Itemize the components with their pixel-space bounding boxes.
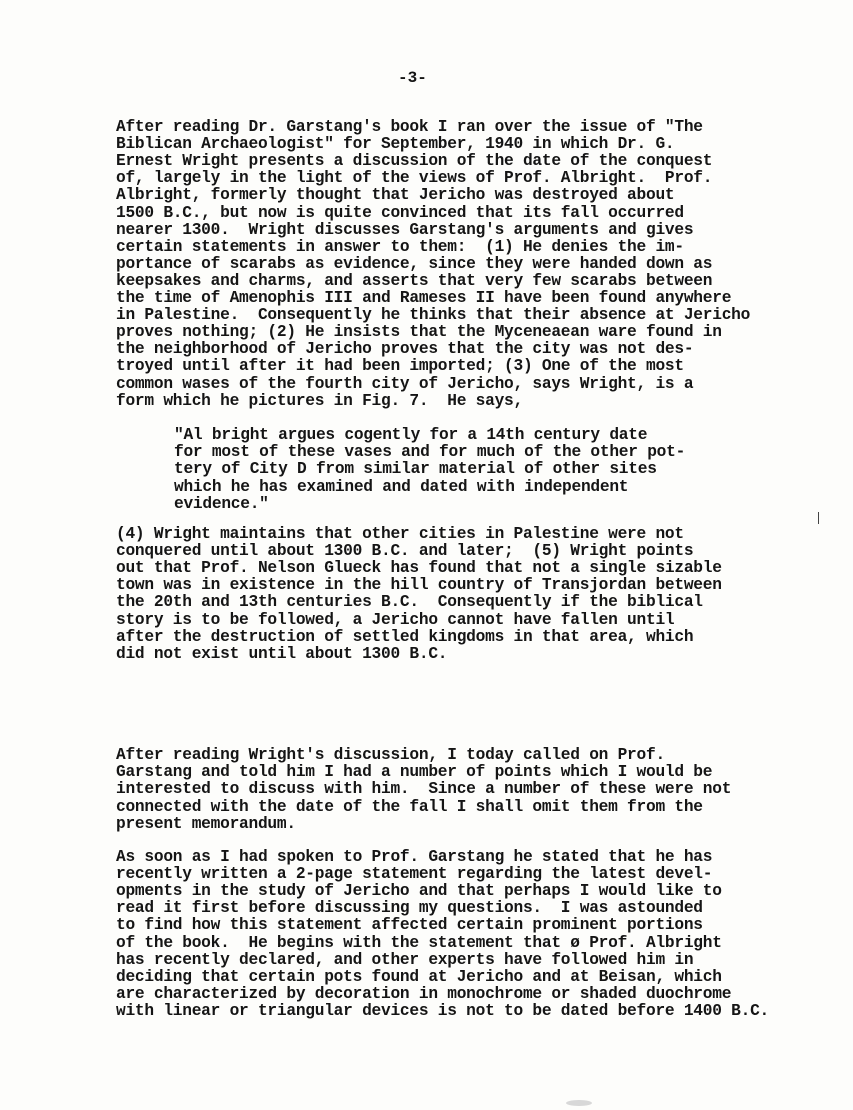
text-line: certain statements in answer to them: (1) He denies the im- xyxy=(116,237,684,256)
text-line: As soon as I had spoken to Prof. Garstang he stated that he has xyxy=(116,848,713,866)
text-line: troyed until after it had been imported; (3) One of the most xyxy=(116,357,684,376)
text-line: the neighborhood of Jericho proves that the city was not des- xyxy=(116,340,694,359)
text-line: present memorandum. xyxy=(116,814,296,833)
text-line: story is to be followed, a Jericho cannot have fallen until xyxy=(116,610,675,629)
text-line: nearer 1300. Wright discusses Garstang's arguments and gives xyxy=(116,220,694,239)
scan-artifact xyxy=(566,1100,592,1106)
text-line: proves nothing; (2) He insists that the Myceneaean ware found in xyxy=(116,323,722,342)
text-line: 1500 B.C., but now is quite convinced that its fall occurred xyxy=(116,203,684,222)
text-line: read it first before discussing my questions. I was astounded xyxy=(116,899,703,918)
page-number: -3- xyxy=(398,69,427,87)
text-line: deciding that certain pots found at Jericho and at Beisan, which xyxy=(116,967,722,986)
text-line: "Al bright argues cogently for a 14th century date xyxy=(174,426,648,444)
text-line: the 20th and 13th centuries B.C. Consequently if the biblical xyxy=(116,593,703,612)
text-line: out that Prof. Nelson Glueck has found that not a single sizable xyxy=(116,559,722,578)
text-line: interested to discuss with him. Since a number of these were not xyxy=(116,780,732,799)
text-line: After reading Dr. Garstang's book I ran over the issue of "The xyxy=(116,118,703,136)
margin-tick-mark xyxy=(818,512,819,524)
text-line: town was in existence in the hill country of Transjordan between xyxy=(116,576,722,595)
text-line: did not exist until about 1300 B.C. xyxy=(116,644,448,663)
text-line: for most of these vases and for much of the other pot- xyxy=(174,443,686,462)
text-line: connected with the date of the fall I shall omit them from the xyxy=(116,797,703,816)
text-line: the time of Amenophis III and Rameses II have been found anywhere xyxy=(116,289,732,307)
text-line: recently written a 2-page statement regarding the latest devel- xyxy=(116,865,713,884)
text-line: keepsakes and charms, and asserts that very few scarabs between xyxy=(116,271,713,290)
text-line: of the book. He begins with the statement that ø Prof. Albright xyxy=(116,933,722,952)
text-line: conquered until about 1300 B.C. and later; (5) Wright points xyxy=(116,542,694,561)
text-line: opments in the study of Jericho and that perhaps I would like to xyxy=(116,882,722,901)
text-line: (4) Wright maintains that other cities in Palestine were not xyxy=(116,525,684,543)
text-line: which he has examined and dated with independent xyxy=(174,477,629,496)
text-line: tery of City D from similar material of other sites xyxy=(174,460,657,479)
text-line: common wases of the fourth city of Jericho, says Wright, is a xyxy=(116,374,694,393)
text-line: with linear or triangular devices is not to be dated before 1400 B.C. xyxy=(116,1001,770,1020)
text-line: Albright, formerly thought that Jericho was destroyed about xyxy=(116,186,675,205)
text-line: Biblican Archaeologist" for September, 1940 in which Dr. G. xyxy=(116,135,675,154)
text-line: after the destruction of settled kingdoms in that area, which xyxy=(116,627,694,646)
text-line: Garstang and told him I had a number of points which I would be xyxy=(116,763,713,782)
text-line: portance of scarabs as evidence, since they were handed down as xyxy=(116,254,713,273)
text-line: Ernest Wright presents a discussion of the date of the conquest xyxy=(116,152,713,171)
text-line: are characterized by decoration in monochrome or shaded duochrome xyxy=(116,984,732,1003)
text-line: of, largely in the light of the views of Prof. Albright. Prof. xyxy=(116,169,713,188)
text-line: evidence." xyxy=(174,494,269,513)
text-line: After reading Wright's discussion, I today called on Prof. xyxy=(116,746,665,764)
text-line: has recently declared, and other experts have followed him in xyxy=(116,950,694,969)
text-line: form which he pictures in Fig. 7. He says, xyxy=(116,391,523,410)
text-line: in Palestine. Consequently he thinks that their absence at Jericho xyxy=(116,306,751,325)
text-line: to find how this statement affected certain prominent portions xyxy=(116,916,703,935)
